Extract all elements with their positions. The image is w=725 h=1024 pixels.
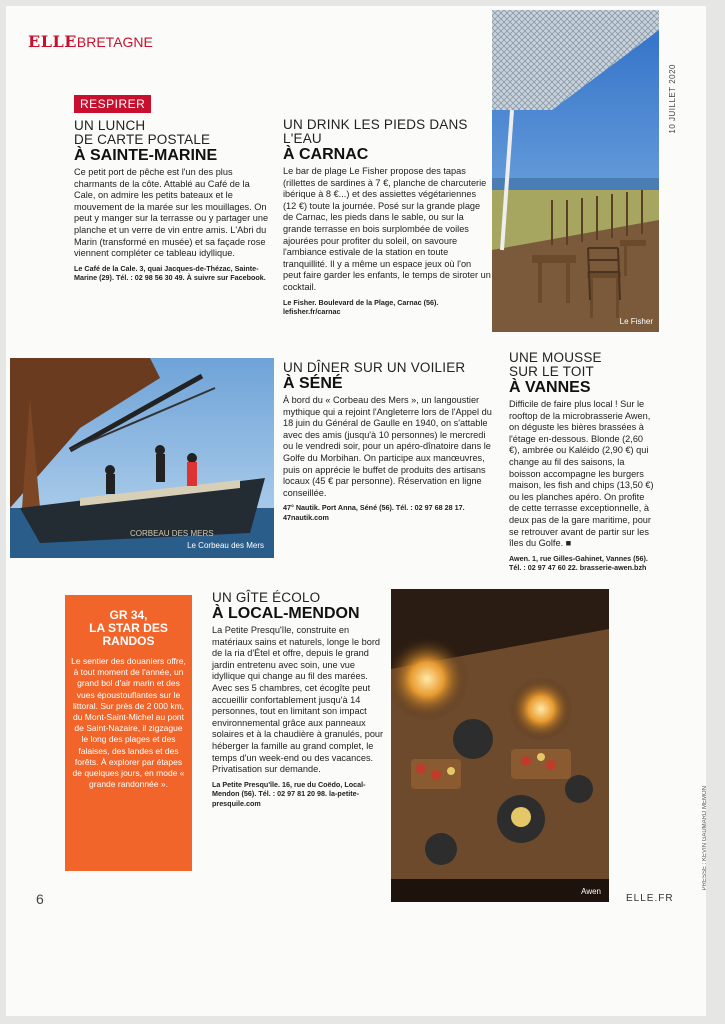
brand-name: ELLE	[28, 32, 77, 51]
article-kicker: UN DÎNER SUR UN VOILIER	[283, 360, 466, 375]
article-body: La Petite Presqu'île, construite en matériaux sains et naturels, longe le bord de la ria d'Étel et offre, depuis le grand jardin entretenu avec soin, une vue idyllique qui change au fil des marées. Avec ses 5 chambres, cet écogîte peut accueillir confortablement jusqu'à 14 personnes, tout en limitant son impact environnemental grâce aux panneaux solaires et à la chaudière à granulés, pour héberger la famille au grand complet, le temps d'un week-end ou des vacances. Privatisation sur demande.	[212, 625, 384, 775]
brand-logo	[28, 32, 153, 51]
beach-terrace-illustration	[492, 10, 659, 332]
article-address: Le Café de la Cale. 3, quai Jacques-de-Thézac, Sainte-Marine (29). Tél. : 02 98 56 30 49. À suivre sur Facebook.	[74, 263, 266, 283]
article-body: À bord du « Corbeau des Mers », un langoustier mythique qui a rejoint l'Angleterre lors de l'Appel du 18 juin du Général de Gaulle en 1940, on s'attable avec des amis (jusqu'à 10 personnes) le mercredi ou le vendredi soir, pour un apéro-dînatoire dans le Golfe du Morbihan. On participe aux manœuvres, puis on apprécie le buffet de produits des artisans locaux (45 € par personne). Réservation en ligne conseillée.	[283, 395, 492, 498]
article-kicker: UN DRINK LES PIEDS DANS L'EAU	[283, 117, 468, 146]
sidebar-title: LA STAR DES RANDOS	[89, 621, 168, 648]
article-place: À LOCAL-MENDON	[212, 605, 360, 622]
photo-caption: Le Fisher	[619, 317, 653, 326]
section-tag: RESPIRER	[74, 95, 151, 113]
article-address: Le Fisher. Boulevard de la Plage, Carnac (56). lefisher.fr/carnac	[283, 297, 439, 316]
sailboat-illustration	[10, 358, 274, 558]
article-local-mendon	[212, 591, 388, 808]
food-table-illustration	[391, 589, 609, 902]
photo-beach-terrace	[492, 10, 659, 332]
article-carnac	[283, 118, 491, 316]
article-place: À VANNES	[509, 379, 591, 396]
brand-region: BRETAGNE	[76, 34, 153, 50]
sidebar-gr34	[65, 595, 192, 871]
sidebar-body: Le sentier des douaniers offre, à tout moment de l'année, un grand bol d'air marin et des vues époustouflantes sur le littoral. Sur près de 2 000 km, du Mont-Saint-Michel au pont de Saint-Nazaire, il zigzague le long des plages et des falaises, des landes et des forêts. À explorer par étapes de quelques jours, en mode « grande randonnée ».	[71, 656, 186, 790]
issue-date: 10 JUILLET 2020	[668, 64, 677, 134]
article-body: Ce petit port de pêche est l'un des plus charmants de la côte. Attablé au Café de la Cale, on admire les petits bateaux et le mouvement de la marée sur les mouillages. On peut y manger sur la terrasse ou y partager une planche et un verre de vin entre amis. L'Abri du Marin (transformé en musée) et sa façade rose viennent compléter ce tableau idyllique.	[74, 167, 269, 259]
article-kicker: DE CARTE POSTALE	[74, 132, 211, 147]
article-address: Awen. 1, rue Gilles-Gahinet, Vannes (56). Tél. : 02 97 47 60 22. brasserie-awen.bzh	[509, 553, 648, 573]
footer-site: ELLE.FR	[626, 893, 674, 904]
article-sene	[283, 361, 495, 522]
sidebar-title: GR 34,	[109, 608, 148, 622]
photo-sailboat	[10, 358, 274, 558]
article-kicker: UN GÎTE ÉCOLO	[212, 590, 321, 605]
article-body: Le bar de plage Le Fisher propose des tapas (rillettes de sardines à 7 €, planche de charcuterie ibérique à 8 €...) et des assiettes végétariennes (12 €) toute la journée. Posé sur la grande plage de Carnac, les pieds dans le sable, ou sur la grande terrasse en bois surplombée de voiles ajourées pour profiter du soleil, on savoure l'ambiance estivale de la station en toute tranquillité. Il y a même un espace jeux où l'on peut faire garder les enfants, le temps de siroter un cocktail.	[283, 166, 491, 292]
photo-credit: PRESSE : KEVIN GAUMARD MEMON	[702, 786, 708, 891]
article-sainte-marine	[74, 119, 270, 283]
article-address: La Petite Presqu'île. 16, rue du Coëdo, Local-Mendon (56). Tél. : 02 97 81 20 98. la-petite-presquile.com	[212, 779, 366, 808]
article-kicker: UNE MOUSSE	[509, 350, 602, 365]
article-body: Difficile de faire plus local ! Sur le rooftop de la microbrasserie Awen, on déguste les bières brassées à l'étage en-dessous. Blonde (2,60 €), ambrée ou Kaléido (2,90 €) qui change au fil des saisons, la boisson accompagne les burgers maison, les fish and chips (13,50 €) ou les planches apéro. On profite de cette terrasse exceptionnelle, à deux pas de la gare maritime, pour se retrouver avant de partir sur les îles du Golfe. ■	[509, 399, 654, 549]
article-address: 47° Nautik. Port Anna, Séné (56). Tél. : 02 97 68 28 17. 47nautik.com	[283, 503, 465, 522]
article-place: À CARNAC	[283, 146, 369, 163]
article-kicker: UN LUNCH	[74, 118, 146, 133]
article-place: À SAINTE-MARINE	[74, 147, 218, 164]
article-place: À SÉNÉ	[283, 375, 343, 392]
svg-text:CORBEAU DES MERS: CORBEAU DES MERS	[130, 529, 214, 538]
photo-food-table	[391, 589, 609, 902]
photo-caption: Le Corbeau des Mers	[187, 541, 264, 550]
photo-caption: Awen	[581, 887, 601, 896]
magazine-page	[6, 6, 706, 1016]
page-number: 6	[36, 891, 44, 907]
article-kicker: SUR LE TOIT	[509, 364, 594, 379]
article-vannes	[509, 351, 656, 573]
